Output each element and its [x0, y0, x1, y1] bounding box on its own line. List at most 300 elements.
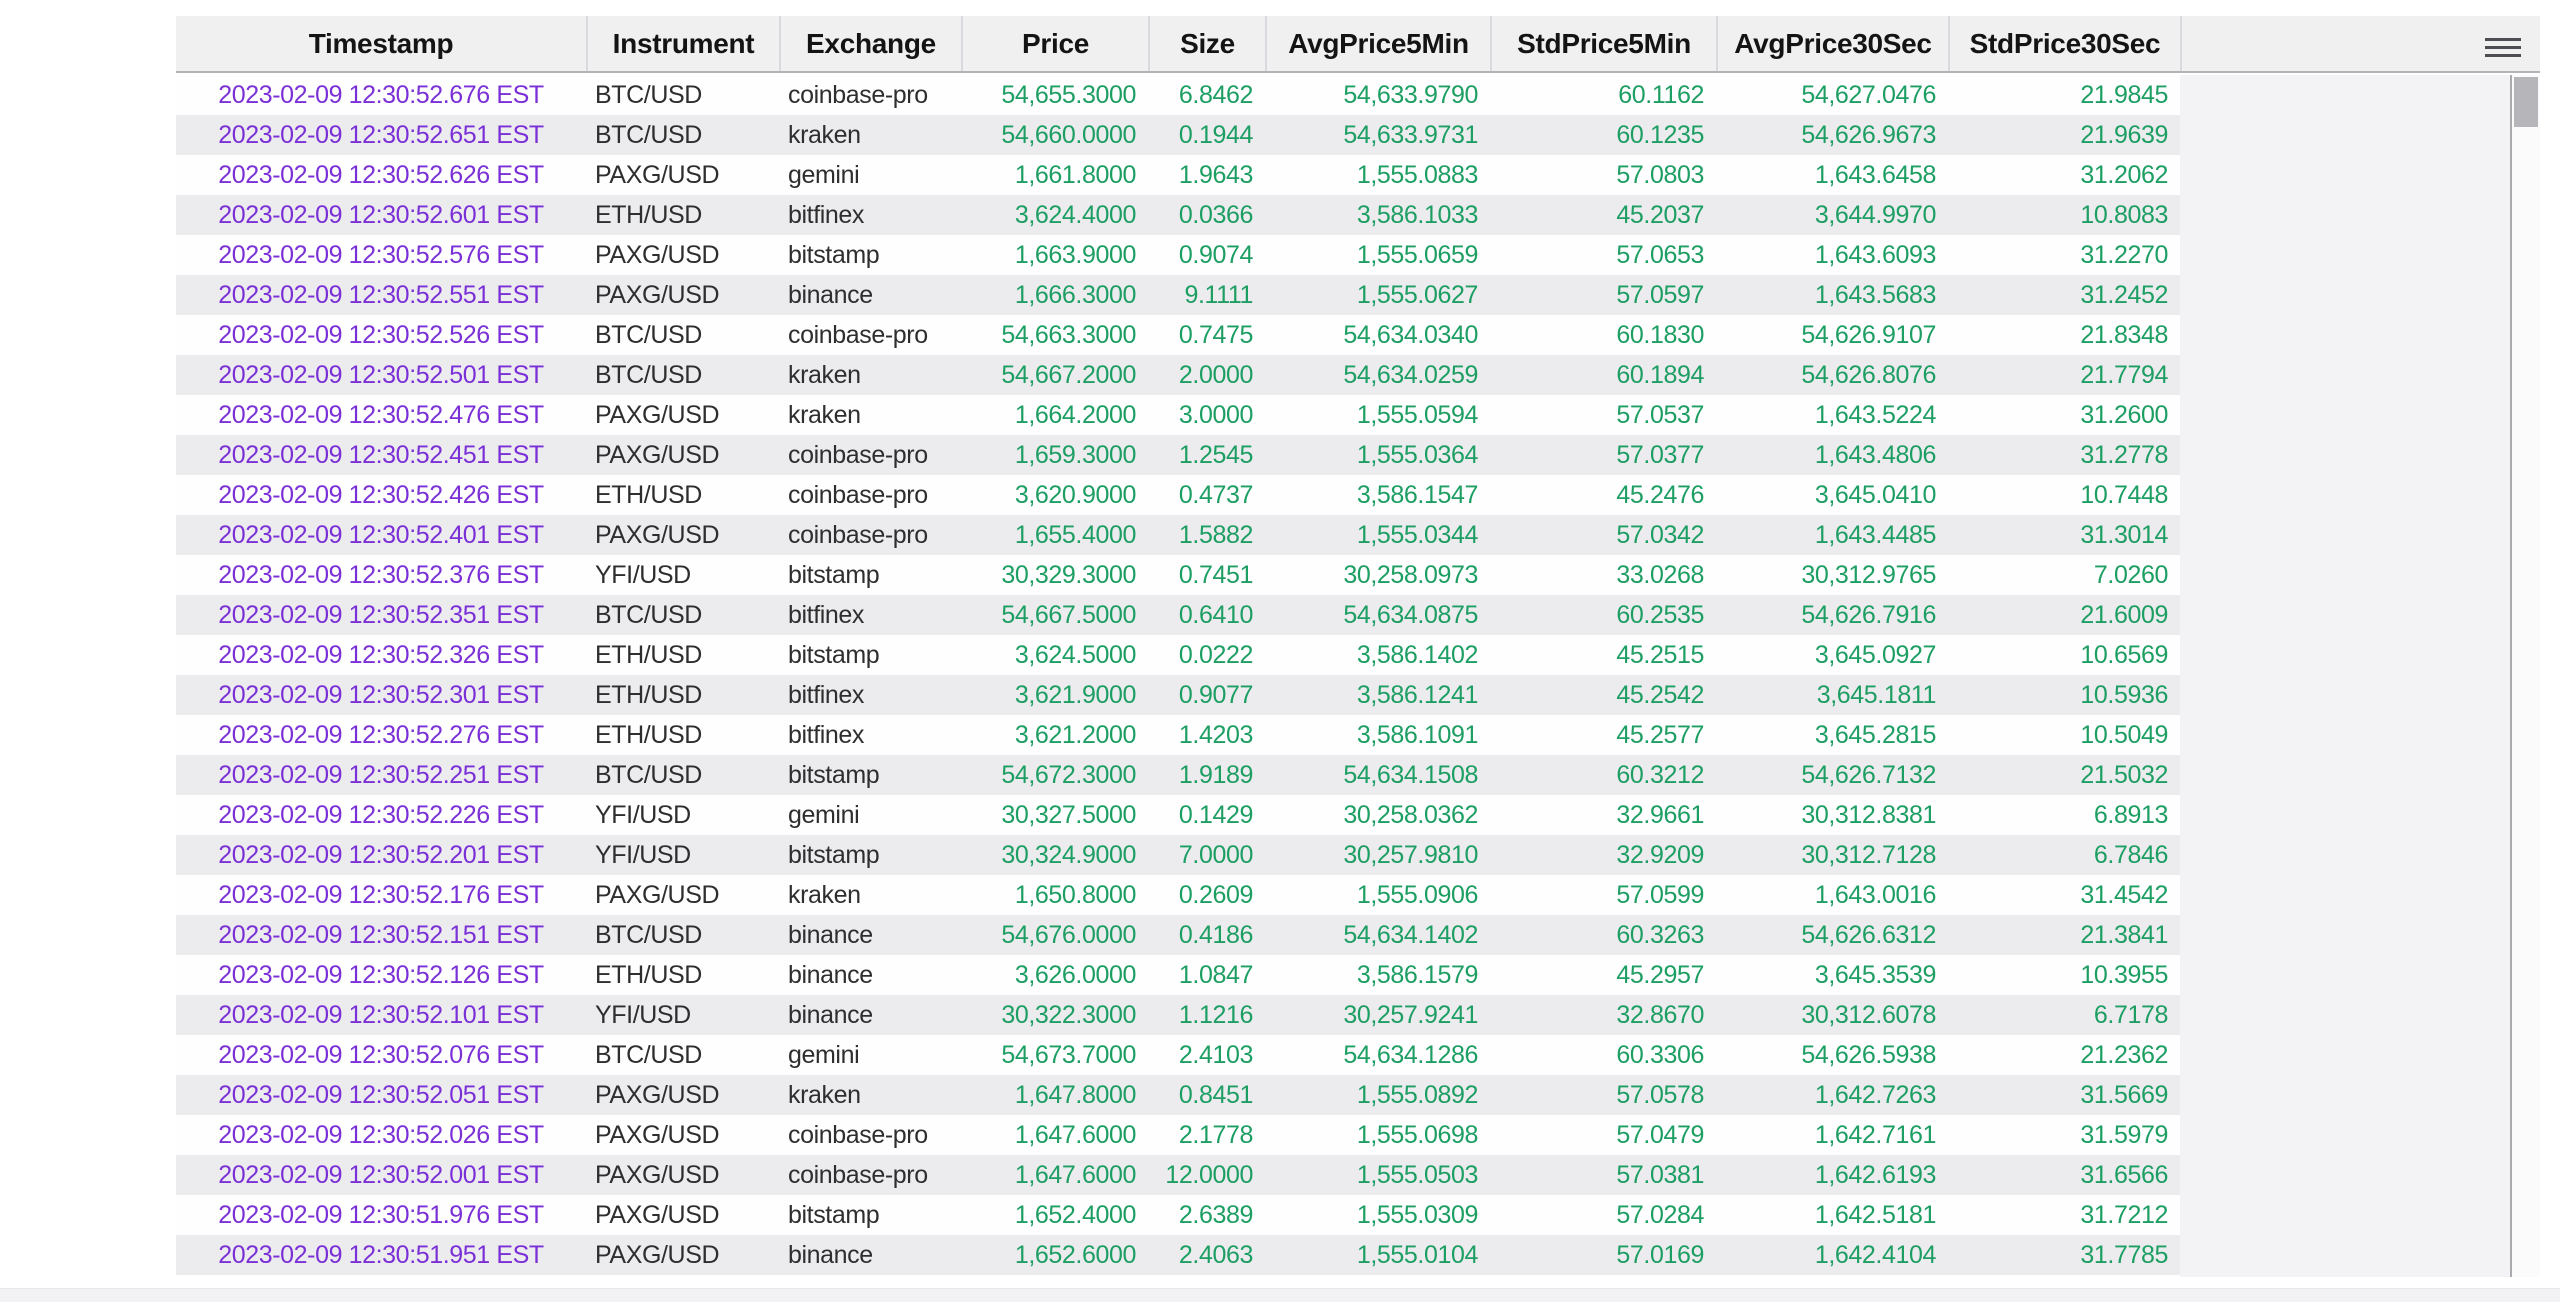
cell-stdprice5min: 45.2515 — [1616, 641, 1704, 669]
cell-avgprice5min: 1,555.0883 — [1356, 161, 1478, 189]
column-header-exchange[interactable]: Exchange — [779, 16, 961, 71]
cell-stdprice30sec: 10.7448 — [2080, 481, 2168, 509]
table-row[interactable] — [176, 875, 2180, 915]
cell-price: 54,660.0000 — [1001, 121, 1136, 149]
cell-size: 1.2545 — [1178, 441, 1253, 469]
cell-instrument: ETH/USD — [595, 201, 702, 229]
cell-exchange: gemini — [788, 1041, 860, 1069]
cell-exchange: bitstamp — [788, 561, 880, 589]
cell-avgprice5min: 1,555.0906 — [1356, 881, 1478, 909]
cell-exchange: gemini — [788, 801, 860, 829]
table-row[interactable] — [176, 995, 2180, 1035]
cell-avgprice5min: 54,634.1508 — [1343, 761, 1478, 789]
cell-stdprice30sec: 31.6566 — [2080, 1161, 2168, 1189]
cell-stdprice30sec: 21.6009 — [2080, 601, 2168, 629]
cell-timestamp: 2023-02-09 12:30:52.076 EST — [218, 1041, 544, 1069]
cell-avgprice30sec: 3,645.1811 — [1816, 681, 1936, 709]
cell-stdprice5min: 57.0599 — [1616, 881, 1704, 909]
cell-instrument: BTC/USD — [595, 601, 702, 629]
cell-size: 1.9189 — [1178, 761, 1253, 789]
cell-instrument: PAXG/USD — [595, 881, 720, 909]
cell-avgprice30sec: 3,645.2815 — [1814, 721, 1936, 749]
cell-stdprice5min: 45.2957 — [1616, 961, 1704, 989]
cell-size: 0.1944 — [1178, 121, 1253, 149]
column-header-avgprice30sec[interactable]: AvgPrice30Sec — [1716, 16, 1948, 71]
table-row[interactable] — [176, 75, 2180, 115]
table-body — [176, 75, 2180, 1275]
cell-avgprice30sec: 1,642.7263 — [1814, 1081, 1936, 1109]
cell-stdprice5min: 57.0377 — [1616, 441, 1704, 469]
cell-exchange: coinbase-pro — [788, 1121, 928, 1149]
cell-size: 1.1216 — [1178, 1001, 1253, 1029]
cell-timestamp: 2023-02-09 12:30:52.601 EST — [218, 201, 544, 229]
cell-avgprice5min: 3,586.1579 — [1356, 961, 1478, 989]
cell-stdprice30sec: 10.5049 — [2080, 721, 2168, 749]
table-row[interactable] — [176, 1115, 2180, 1155]
cell-timestamp: 2023-02-09 12:30:52.201 EST — [218, 841, 544, 869]
cell-price: 1,650.8000 — [1014, 881, 1136, 909]
vertical-scrollbar[interactable] — [2510, 75, 2540, 1277]
cell-size: 1.5882 — [1178, 521, 1253, 549]
cell-avgprice30sec: 1,642.4104 — [1814, 1241, 1936, 1269]
cell-timestamp: 2023-02-09 12:30:52.551 EST — [218, 281, 544, 309]
cell-instrument: BTC/USD — [595, 1041, 702, 1069]
cell-instrument: ETH/USD — [595, 481, 702, 509]
cell-price: 54,676.0000 — [1001, 921, 1136, 949]
cell-price: 30,324.9000 — [1001, 841, 1136, 869]
cell-avgprice5min: 3,586.1402 — [1356, 641, 1478, 669]
cell-size: 2.0000 — [1178, 361, 1253, 389]
cell-avgprice30sec: 54,626.7916 — [1801, 601, 1936, 629]
cell-stdprice5min: 45.2542 — [1616, 681, 1704, 709]
cell-stdprice30sec: 21.9845 — [2080, 81, 2168, 109]
cell-price: 1,652.6000 — [1014, 1241, 1136, 1269]
cell-instrument: PAXG/USD — [595, 1241, 720, 1269]
cell-size: 0.4186 — [1178, 921, 1253, 949]
cell-exchange: binance — [788, 281, 873, 309]
cell-avgprice30sec: 30,312.8381 — [1801, 801, 1936, 829]
table-row[interactable] — [176, 1155, 2180, 1195]
cell-price: 1,647.6000 — [1014, 1121, 1136, 1149]
cell-timestamp: 2023-02-09 12:30:52.501 EST — [218, 361, 544, 389]
cell-stdprice5min: 60.1830 — [1616, 321, 1704, 349]
cell-size: 0.0366 — [1178, 201, 1253, 229]
cell-avgprice30sec: 1,643.0016 — [1814, 881, 1936, 909]
cell-instrument: PAXG/USD — [595, 161, 720, 189]
cell-avgprice30sec: 3,645.0927 — [1814, 641, 1936, 669]
cell-price: 1,661.8000 — [1014, 161, 1136, 189]
cell-stdprice30sec: 21.3841 — [2080, 921, 2168, 949]
cell-timestamp: 2023-02-09 12:30:52.426 EST — [218, 481, 544, 509]
column-header-price[interactable]: Price — [961, 16, 1148, 71]
table-row[interactable] — [176, 755, 2180, 795]
cell-avgprice5min: 54,633.9731 — [1343, 121, 1478, 149]
cell-size: 0.8451 — [1178, 1081, 1253, 1109]
cell-instrument: PAXG/USD — [595, 1201, 720, 1229]
hamburger-menu-icon[interactable] — [2485, 26, 2525, 68]
cell-exchange: kraken — [788, 1081, 861, 1109]
cell-price: 54,672.3000 — [1001, 761, 1136, 789]
cell-price: 3,624.5000 — [1014, 641, 1136, 669]
cell-avgprice30sec: 54,627.0476 — [1801, 81, 1936, 109]
cell-avgprice30sec: 1,643.4485 — [1814, 521, 1936, 549]
cell-exchange: gemini — [788, 161, 860, 189]
cell-stdprice5min: 57.0169 — [1616, 1241, 1704, 1269]
cell-avgprice5min: 1,555.0659 — [1356, 241, 1478, 269]
table-row[interactable] — [176, 1235, 2180, 1275]
cell-exchange: bitfinex — [788, 201, 865, 229]
cell-exchange: binance — [788, 921, 873, 949]
cell-timestamp: 2023-02-09 12:30:52.401 EST — [218, 521, 544, 549]
column-header-size[interactable]: Size — [1148, 16, 1265, 71]
cell-exchange: binance — [788, 961, 873, 989]
cell-stdprice5min: 57.0284 — [1616, 1201, 1704, 1229]
cell-avgprice5min: 30,258.0973 — [1343, 561, 1478, 589]
column-header-timestamp[interactable]: Timestamp — [308, 27, 454, 59]
cell-stdprice30sec: 10.5936 — [2080, 681, 2168, 709]
cell-stdprice30sec: 21.9639 — [2080, 121, 2168, 149]
cell-exchange: kraken — [788, 121, 861, 149]
cell-exchange: coinbase-pro — [788, 1161, 928, 1189]
cell-instrument: BTC/USD — [595, 921, 702, 949]
cell-stdprice30sec: 21.2362 — [2080, 1041, 2168, 1069]
table-row[interactable] — [176, 1195, 2180, 1235]
cell-stdprice5min: 45.2037 — [1616, 201, 1704, 229]
cell-instrument: YFI/USD — [595, 561, 691, 589]
cell-exchange: bitstamp — [788, 641, 880, 669]
cell-price: 3,624.4000 — [1014, 201, 1136, 229]
cell-avgprice5min: 54,634.1402 — [1343, 921, 1478, 949]
cell-avgprice30sec: 1,643.5224 — [1814, 401, 1936, 429]
menu-line — [2485, 38, 2521, 41]
cell-avgprice5min: 54,633.9790 — [1343, 81, 1478, 109]
table-row[interactable] — [176, 955, 2180, 995]
cell-stdprice5min: 33.0268 — [1616, 561, 1704, 589]
cell-stdprice5min: 57.0803 — [1616, 161, 1704, 189]
cell-stdprice5min: 32.8670 — [1616, 1001, 1704, 1029]
cell-size: 7.0000 — [1178, 841, 1253, 869]
cell-instrument: BTC/USD — [595, 361, 702, 389]
cell-timestamp: 2023-02-09 12:30:52.326 EST — [218, 641, 544, 669]
cell-price: 1,652.4000 — [1014, 1201, 1136, 1229]
table-empty-area — [2180, 75, 2510, 1277]
cell-instrument: PAXG/USD — [595, 1121, 720, 1149]
cell-avgprice30sec: 54,626.7132 — [1801, 761, 1936, 789]
table-row[interactable] — [176, 795, 2180, 835]
cell-size: 2.4063 — [1178, 1241, 1253, 1269]
cell-stdprice30sec: 21.8348 — [2080, 321, 2168, 349]
column-header-stdprice30sec[interactable]: StdPrice30Sec — [1948, 16, 2180, 71]
cell-instrument: YFI/USD — [595, 801, 691, 829]
cell-timestamp: 2023-02-09 12:30:52.101 EST — [218, 1001, 544, 1029]
cell-instrument: PAXG/USD — [595, 241, 720, 269]
cell-exchange: kraken — [788, 881, 861, 909]
cell-stdprice5min: 45.2476 — [1616, 481, 1704, 509]
table-row[interactable] — [176, 915, 2180, 955]
cell-exchange: bitfinex — [788, 681, 865, 709]
cell-stdprice5min: 60.1162 — [1618, 81, 1704, 109]
menu-line — [2485, 54, 2521, 57]
cell-avgprice30sec: 54,626.8076 — [1801, 361, 1936, 389]
cell-price: 54,673.7000 — [1001, 1041, 1136, 1069]
column-header-instrument[interactable]: Instrument — [586, 16, 779, 71]
cell-size: 12.0000 — [1165, 1161, 1253, 1189]
table-row[interactable] — [176, 715, 2180, 755]
cell-timestamp: 2023-02-09 12:30:51.976 EST — [218, 1201, 544, 1229]
cell-price: 54,667.2000 — [1001, 361, 1136, 389]
cell-exchange: kraken — [788, 401, 861, 429]
cell-exchange: bitfinex — [788, 721, 865, 749]
cell-avgprice30sec: 3,644.9970 — [1814, 201, 1936, 229]
cell-instrument: ETH/USD — [595, 961, 702, 989]
table-row[interactable] — [176, 235, 2180, 275]
cell-stdprice5min: 60.2535 — [1616, 601, 1704, 629]
cell-avgprice30sec: 1,642.6193 — [1814, 1161, 1936, 1189]
cell-exchange: kraken — [788, 361, 861, 389]
cell-avgprice5min: 1,555.0503 — [1356, 1161, 1478, 1189]
cell-stdprice30sec: 31.2600 — [2080, 401, 2168, 429]
cell-stdprice30sec: 31.5979 — [2080, 1121, 2168, 1149]
cell-instrument: PAXG/USD — [595, 441, 720, 469]
cell-avgprice30sec: 54,626.9107 — [1801, 321, 1936, 349]
cell-instrument: PAXG/USD — [595, 281, 720, 309]
cell-avgprice30sec: 3,645.0410 — [1814, 481, 1936, 509]
cell-instrument: YFI/USD — [595, 841, 691, 869]
table-row[interactable] — [176, 435, 2180, 475]
cell-price: 3,621.2000 — [1014, 721, 1136, 749]
cell-stdprice30sec: 31.2452 — [2080, 281, 2168, 309]
cell-size: 2.1778 — [1178, 1121, 1253, 1149]
cell-stdprice30sec: 21.7794 — [2080, 361, 2168, 389]
cell-avgprice30sec: 54,626.5938 — [1801, 1041, 1936, 1069]
cell-price: 3,620.9000 — [1014, 481, 1136, 509]
table-row[interactable] — [176, 475, 2180, 515]
cell-instrument: BTC/USD — [595, 761, 702, 789]
cell-stdprice30sec: 6.8913 — [2093, 801, 2168, 829]
cell-size: 0.7451 — [1178, 561, 1253, 589]
cell-avgprice5min: 30,257.9241 — [1343, 1001, 1478, 1029]
cell-avgprice5min: 54,634.0875 — [1343, 601, 1478, 629]
cell-timestamp: 2023-02-09 12:30:52.026 EST — [218, 1121, 544, 1149]
cell-price: 1,647.8000 — [1014, 1081, 1136, 1109]
cell-exchange: coinbase-pro — [788, 81, 928, 109]
cell-avgprice5min: 3,586.1241 — [1356, 681, 1478, 709]
cell-avgprice5min: 3,586.1033 — [1356, 201, 1478, 229]
table-row[interactable] — [176, 275, 2180, 315]
cell-avgprice5min: 1,555.0627 — [1356, 281, 1478, 309]
cell-size: 3.0000 — [1178, 401, 1253, 429]
cell-instrument: BTC/USD — [595, 321, 702, 349]
cell-instrument: PAXG/USD — [595, 521, 720, 549]
table-row[interactable] — [176, 635, 2180, 675]
cell-size: 0.9077 — [1178, 681, 1253, 709]
cell-avgprice30sec: 1,643.6093 — [1814, 241, 1936, 269]
cell-instrument: ETH/USD — [595, 641, 702, 669]
cell-avgprice30sec: 54,626.6312 — [1801, 921, 1936, 949]
cell-price: 54,667.5000 — [1001, 601, 1136, 629]
cell-exchange: coinbase-pro — [788, 481, 928, 509]
cell-price: 3,626.0000 — [1014, 961, 1136, 989]
cell-instrument: PAXG/USD — [595, 401, 720, 429]
table-row[interactable] — [176, 1075, 2180, 1115]
table-row[interactable] — [176, 315, 2180, 355]
cell-size: 2.4103 — [1178, 1041, 1253, 1069]
table-row[interactable] — [176, 355, 2180, 395]
cell-price: 54,663.3000 — [1001, 321, 1136, 349]
cell-stdprice30sec: 31.7785 — [2080, 1241, 2168, 1269]
cell-exchange: coinbase-pro — [788, 521, 928, 549]
cell-stdprice5min: 57.0342 — [1616, 521, 1704, 549]
cell-avgprice5min: 1,555.0104 — [1356, 1241, 1478, 1269]
cell-avgprice5min: 30,257.9810 — [1343, 841, 1478, 869]
cell-avgprice30sec: 1,643.6458 — [1814, 161, 1936, 189]
cell-avgprice30sec: 3,645.3539 — [1814, 961, 1936, 989]
cell-size: 0.1429 — [1178, 801, 1253, 829]
cell-timestamp: 2023-02-09 12:30:52.051 EST — [218, 1081, 544, 1109]
cell-avgprice5min: 1,555.0344 — [1356, 521, 1478, 549]
cell-avgprice5min: 1,555.0594 — [1356, 401, 1478, 429]
cell-stdprice5min: 60.3306 — [1616, 1041, 1704, 1069]
cell-timestamp: 2023-02-09 12:30:52.676 EST — [218, 81, 544, 109]
cell-stdprice30sec: 10.3955 — [2080, 961, 2168, 989]
cell-stdprice5min: 32.9661 — [1616, 801, 1704, 829]
cell-timestamp: 2023-02-09 12:30:52.351 EST — [218, 601, 544, 629]
trades-table — [176, 16, 2540, 1277]
cell-timestamp: 2023-02-09 12:30:52.176 EST — [218, 881, 544, 909]
cell-avgprice5min: 54,634.1286 — [1343, 1041, 1478, 1069]
cell-avgprice5min: 1,555.0892 — [1356, 1081, 1478, 1109]
cell-stdprice30sec: 31.7212 — [2080, 1201, 2168, 1229]
cell-price: 30,327.5000 — [1001, 801, 1136, 829]
cell-avgprice30sec: 1,643.4806 — [1814, 441, 1936, 469]
cell-price: 30,329.3000 — [1001, 561, 1136, 589]
cell-price: 1,666.3000 — [1014, 281, 1136, 309]
cell-timestamp: 2023-02-09 12:30:52.376 EST — [218, 561, 544, 589]
cell-exchange: bitfinex — [788, 601, 865, 629]
cell-avgprice5min: 54,634.0259 — [1343, 361, 1478, 389]
table-header — [176, 16, 2540, 73]
table-row[interactable] — [176, 1035, 2180, 1075]
cell-avgprice5min: 1,555.0364 — [1356, 441, 1478, 469]
column-header-stdprice5min[interactable]: StdPrice5Min — [1490, 16, 1716, 71]
cell-size: 0.6410 — [1178, 601, 1253, 629]
column-header-avgprice5min[interactable]: AvgPrice5Min — [1265, 16, 1490, 71]
cell-instrument: PAXG/USD — [595, 1081, 720, 1109]
cell-stdprice5min: 45.2577 — [1616, 721, 1704, 749]
cell-exchange: binance — [788, 1241, 873, 1269]
cell-timestamp: 2023-02-09 12:30:52.576 EST — [218, 241, 544, 269]
cell-stdprice5min: 57.0578 — [1616, 1081, 1704, 1109]
cell-price: 3,621.9000 — [1014, 681, 1136, 709]
cell-size: 0.2609 — [1178, 881, 1253, 909]
cell-price: 54,655.3000 — [1001, 81, 1136, 109]
cell-stdprice5min: 32.9209 — [1616, 841, 1704, 869]
cell-instrument: YFI/USD — [595, 1001, 691, 1029]
cell-avgprice30sec: 54,626.9673 — [1801, 121, 1936, 149]
table-row[interactable] — [176, 395, 2180, 435]
cell-timestamp: 2023-02-09 12:30:52.526 EST — [218, 321, 544, 349]
cell-timestamp: 2023-02-09 12:30:52.251 EST — [218, 761, 544, 789]
cell-price: 1,663.9000 — [1014, 241, 1136, 269]
cell-timestamp: 2023-02-09 12:30:52.651 EST — [218, 121, 544, 149]
cell-size: 0.4737 — [1178, 481, 1253, 509]
cell-instrument: ETH/USD — [595, 721, 702, 749]
cell-avgprice30sec: 1,643.5683 — [1814, 281, 1936, 309]
cell-instrument: ETH/USD — [595, 681, 702, 709]
cell-stdprice30sec: 21.5032 — [2080, 761, 2168, 789]
cell-size: 2.6389 — [1178, 1201, 1253, 1229]
cell-timestamp: 2023-02-09 12:30:51.951 EST — [218, 1241, 544, 1269]
table-row[interactable] — [176, 555, 2180, 595]
cell-stdprice30sec: 31.5669 — [2080, 1081, 2168, 1109]
cell-avgprice5min: 3,586.1547 — [1356, 481, 1478, 509]
cell-exchange: coinbase-pro — [788, 441, 928, 469]
cell-price: 1,659.3000 — [1014, 441, 1136, 469]
cell-stdprice30sec: 6.7178 — [2093, 1001, 2168, 1029]
cell-stdprice30sec: 31.2778 — [2080, 441, 2168, 469]
cell-avgprice30sec: 30,312.9765 — [1801, 561, 1936, 589]
cell-timestamp: 2023-02-09 12:30:52.626 EST — [218, 161, 544, 189]
table-row[interactable] — [176, 675, 2180, 715]
cell-exchange: bitstamp — [788, 841, 880, 869]
table-row[interactable] — [176, 595, 2180, 635]
cell-price: 30,322.3000 — [1001, 1001, 1136, 1029]
cell-stdprice30sec: 31.3014 — [2080, 521, 2168, 549]
cell-stdprice30sec: 31.2062 — [2080, 161, 2168, 189]
horizontal-scrollbar[interactable] — [0, 1288, 2560, 1302]
cell-stdprice5min: 60.3212 — [1616, 761, 1704, 789]
cell-avgprice5min: 54,634.0340 — [1343, 321, 1478, 349]
cell-price: 1,647.6000 — [1014, 1161, 1136, 1189]
cell-exchange: coinbase-pro — [788, 321, 928, 349]
cell-exchange: bitstamp — [788, 761, 880, 789]
table-row[interactable] — [176, 515, 2180, 555]
table-row[interactable] — [176, 835, 2180, 875]
cell-stdprice30sec: 7.0260 — [2093, 561, 2168, 589]
cell-avgprice5min: 3,586.1091 — [1356, 721, 1478, 749]
cell-avgprice5min: 1,555.0698 — [1356, 1121, 1478, 1149]
vertical-scrollbar-thumb[interactable] — [2514, 77, 2538, 127]
table-row[interactable] — [176, 115, 2180, 155]
cell-avgprice5min: 1,555.0309 — [1356, 1201, 1478, 1229]
cell-stdprice5min: 60.1235 — [1616, 121, 1704, 149]
cell-exchange: bitstamp — [788, 1201, 880, 1229]
cell-size: 1.9643 — [1178, 161, 1253, 189]
cell-size: 1.4203 — [1178, 721, 1253, 749]
cell-price: 1,664.2000 — [1014, 401, 1136, 429]
cell-stdprice30sec: 10.8083 — [2080, 201, 2168, 229]
table-row[interactable] — [176, 155, 2180, 195]
cell-price: 1,655.4000 — [1014, 521, 1136, 549]
cell-size: 9.1111 — [1184, 281, 1253, 309]
cell-avgprice30sec: 1,642.7161 — [1814, 1121, 1936, 1149]
cell-timestamp: 2023-02-09 12:30:52.276 EST — [218, 721, 544, 749]
cell-exchange: binance — [788, 1001, 873, 1029]
cell-timestamp: 2023-02-09 12:30:52.476 EST — [218, 401, 544, 429]
cell-stdprice5min: 57.0537 — [1616, 401, 1704, 429]
cell-size: 1.0847 — [1178, 961, 1253, 989]
cell-stdprice30sec: 31.2270 — [2080, 241, 2168, 269]
cell-instrument: BTC/USD — [595, 81, 702, 109]
cell-avgprice30sec: 30,312.7128 — [1801, 841, 1936, 869]
cell-size: 0.7475 — [1178, 321, 1253, 349]
cell-timestamp: 2023-02-09 12:30:52.226 EST — [218, 801, 544, 829]
cell-timestamp: 2023-02-09 12:30:52.126 EST — [218, 961, 544, 989]
table-row[interactable] — [176, 195, 2180, 235]
cell-stdprice5min: 57.0653 — [1616, 241, 1704, 269]
cell-stdprice5min: 57.0597 — [1616, 281, 1704, 309]
cell-stdprice5min: 60.3263 — [1616, 921, 1704, 949]
